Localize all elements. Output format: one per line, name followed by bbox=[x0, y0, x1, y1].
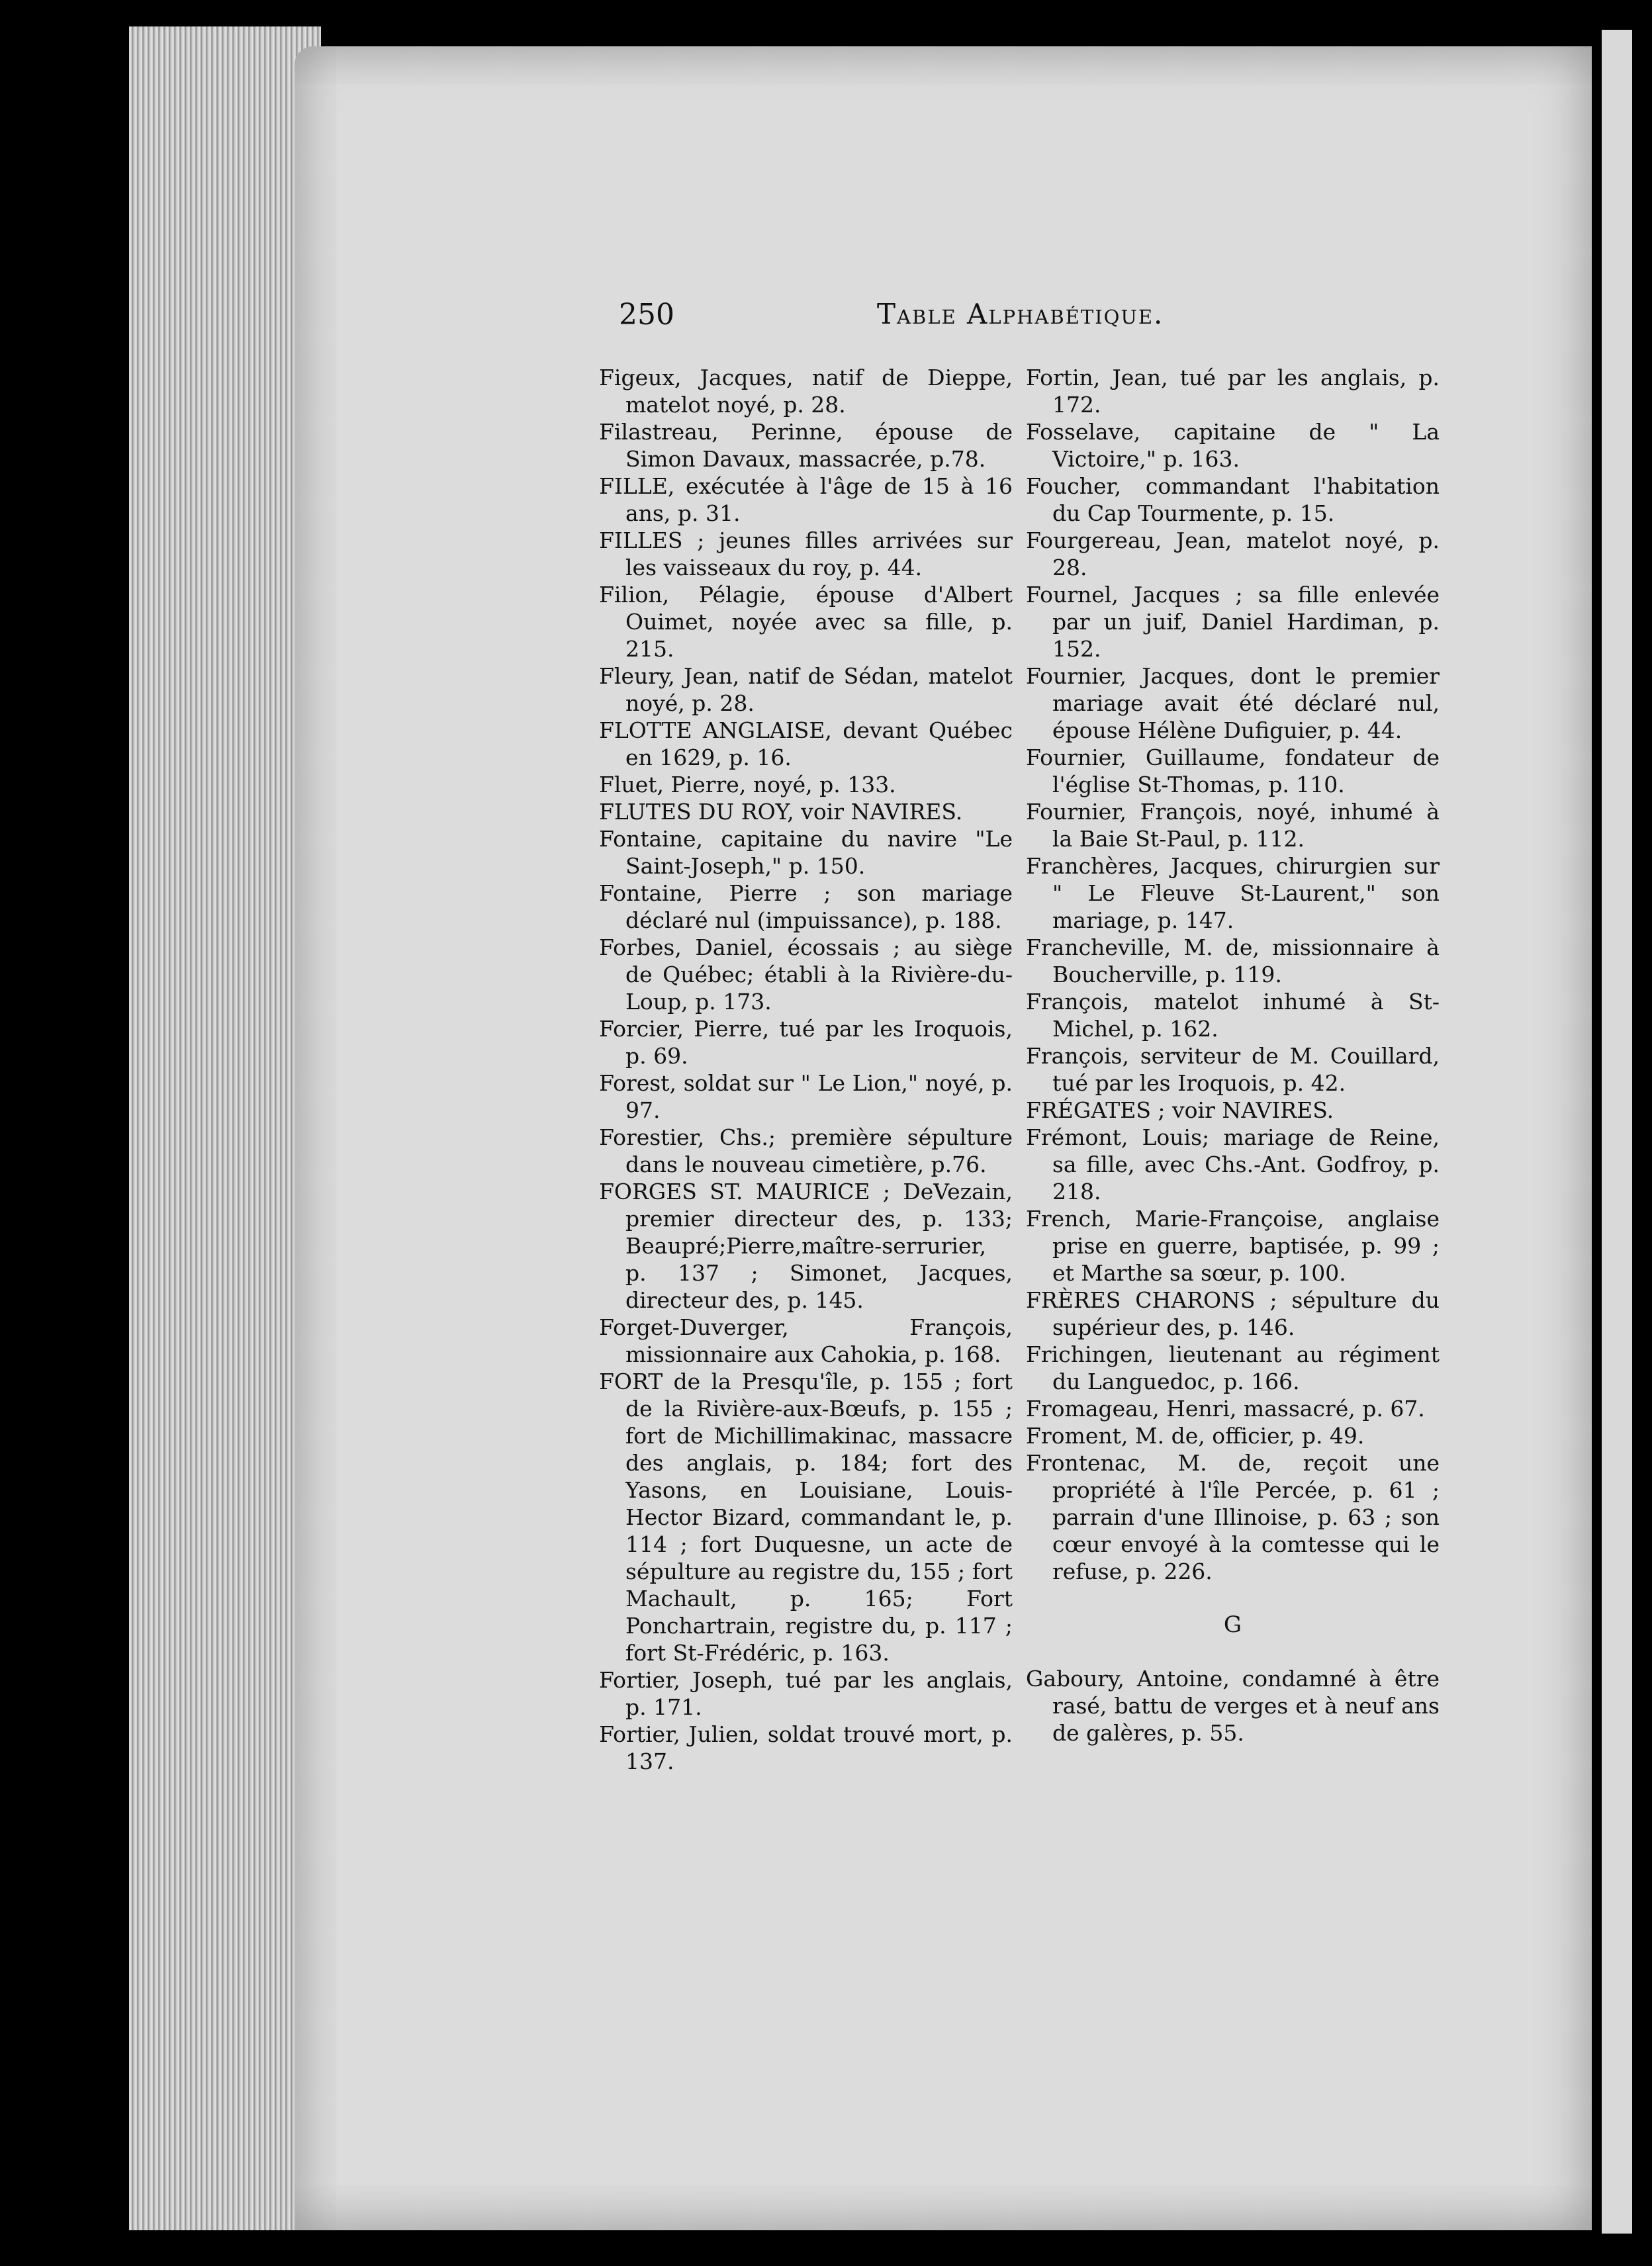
index-entry: François, serviteur de M. Couillard, tué par les Iroquois, p. 42. bbox=[1026, 1043, 1440, 1096]
index-entry: Fortier, Julien, soldat trouvé mort, p. 137. bbox=[599, 1721, 1013, 1774]
index-entry: Francheville, M. de, missionnaire à Boucherville, p. 119. bbox=[1026, 934, 1440, 987]
index-entry: FLUTES DU ROY, voir NAVIRES. bbox=[599, 799, 963, 825]
index-entry: FLOTTE ANGLAISE, devant Québec en 1629, p. 16. bbox=[599, 717, 1013, 770]
index-column-left bbox=[599, 364, 1013, 1775]
index-entry: FRÉGATES ; voir NAVIRES. bbox=[1026, 1097, 1334, 1123]
index-entry: FRÈRES CHARONS ; sépulture du supérieur des, p. 146. bbox=[1026, 1287, 1440, 1340]
index-entry: Gaboury, Antoine, condamné à être rasé, battu de verges et à neuf ans de galères, p. 55. bbox=[1026, 1666, 1440, 1746]
index-entry: Fournier, Jacques, dont le premier mariage avait été déclaré nul, épouse Hélène Dufiguier, p. 44. bbox=[1026, 663, 1440, 743]
index-entry: Fournel, Jacques ; sa fille enlevée par un juif, Daniel Hardiman, p. 152. bbox=[1026, 582, 1440, 662]
running-title: Table Alphabétique. bbox=[877, 298, 1164, 330]
facing-page-edge bbox=[1602, 30, 1632, 2234]
index-entry: Frémont, Louis; mariage de Reine, sa fille, avec Chs.-Ant. Godfroy, p. 218. bbox=[1026, 1124, 1440, 1204]
index-entry: Forest, soldat sur " Le Lion," noyé, p. 97. bbox=[599, 1070, 1013, 1123]
index-entry: FORGES ST. MAURICE ; DeVezain, premier directeur des, p. 133; Beaupré;Pierre,maître-serrurier, p. 137 ; Simonet, Jacques, directeur des, p. 145. bbox=[599, 1179, 1013, 1313]
index-entry: Froment, M. de, officier, p. 49. bbox=[1026, 1423, 1365, 1449]
index-entry: François, matelot inhumé à St-Michel, p. 162. bbox=[1026, 989, 1440, 1042]
index-entry: Filastreau, Perinne, épouse de Simon Davaux, massacrée, p.78. bbox=[599, 419, 1013, 472]
index-entry: Fournier, Guillaume, fondateur de l'église St-Thomas, p. 110. bbox=[1026, 745, 1440, 797]
index-entry: Fontaine, Pierre ; son mariage déclaré nul (impuissance), p. 188. bbox=[599, 880, 1013, 933]
index-entry: Forestier, Chs.; première sépulture dans le nouveau cimetière, p.76. bbox=[599, 1124, 1013, 1177]
index-entry: Franchères, Jacques, chirurgien sur " Le Fleuve St-Laurent," son mariage, p. 147. bbox=[1026, 853, 1440, 933]
index-entry: FILLE, exécutée à l'âge de 15 à 16 ans, p. 31. bbox=[599, 473, 1013, 526]
index-entry: Fortin, Jean, tué par les anglais, p. 172. bbox=[1026, 365, 1440, 418]
index-entry: FORT de la Presqu'île, p. 155 ; fort de la Rivière-aux-Bœufs, p. 155 ; fort de Michillimakinac, massacre des anglais, p. 184; fort des Yasons, en Louisiane, Louis-Hector Bizard, commandant le, p. 114 ; fort Duquesne, un acte de sépulture au registre du, 155 ; fort Machault, p. 165; Fort Ponchartrain, registre du, p. 117 ; fort St-Frédéric, p. 163. bbox=[599, 1369, 1013, 1666]
section-letter: G bbox=[1223, 1611, 1242, 1638]
page-number: 250 bbox=[619, 298, 674, 332]
index-entry: Foucher, commandant l'habitation du Cap Tourmente, p. 15. bbox=[1026, 473, 1440, 526]
index-entry: Figeux, Jacques, natif de Dieppe, matelot noyé, p. 28. bbox=[599, 365, 1013, 418]
index-column-right bbox=[1026, 364, 1440, 1746]
index-entry: Fortier, Joseph, tué par les anglais, p. 171. bbox=[599, 1667, 1013, 1720]
index-entry: Fleury, Jean, natif de Sédan, matelot noyé, p. 28. bbox=[599, 663, 1013, 716]
page-header bbox=[619, 298, 1440, 344]
index-entry: Fourgereau, Jean, matelot noyé, p. 28. bbox=[1026, 527, 1440, 580]
index-entry: Fosselave, capitaine de " La Victoire," p. 163. bbox=[1026, 419, 1440, 472]
index-entry: Fontaine, capitaine du navire "Le Saint-Joseph," p. 150. bbox=[599, 826, 1013, 879]
index-entry: French, Marie-Françoise, anglaise prise en guerre, baptisée, p. 99 ; et Marthe sa sœur, p. 100. bbox=[1026, 1206, 1440, 1286]
index-entry: Fluet, Pierre, noyé, p. 133. bbox=[599, 772, 896, 797]
index-entry: Forbes, Daniel, écossais ; au siège de Québec; établi à la Rivière-du-Loup, p. 173. bbox=[599, 934, 1013, 1015]
index-entry: Forget-Duverger, François, missionnaire aux Cahokia, p. 168. bbox=[599, 1314, 1013, 1367]
index-entry: FILLES ; jeunes filles arrivées sur les vaisseaux du roy, p. 44. bbox=[599, 527, 1013, 580]
index-entry: Forcier, Pierre, tué par les Iroquois, p. 69. bbox=[599, 1016, 1013, 1069]
index-entry: Filion, Pélagie, épouse d'Albert Ouimet, noyée avec sa fille, p. 215. bbox=[599, 582, 1013, 662]
page-stack-edge bbox=[129, 26, 321, 2230]
index-entry: Fournier, François, noyé, inhumé à la Baie St-Paul, p. 112. bbox=[1026, 799, 1440, 852]
index-entry: Frontenac, M. de, reçoit une propriété à l'île Percée, p. 61 ; parrain d'une Illinoise, p. 63 ; son cœur envoyé à la comtesse qui le refuse, p. 226. bbox=[1026, 1450, 1440, 1584]
index-entry: Fromageau, Henri, massacré, p. 67. bbox=[1026, 1396, 1425, 1422]
index-entry: Frichingen, lieutenant au régiment du Languedoc, p. 166. bbox=[1026, 1341, 1440, 1394]
